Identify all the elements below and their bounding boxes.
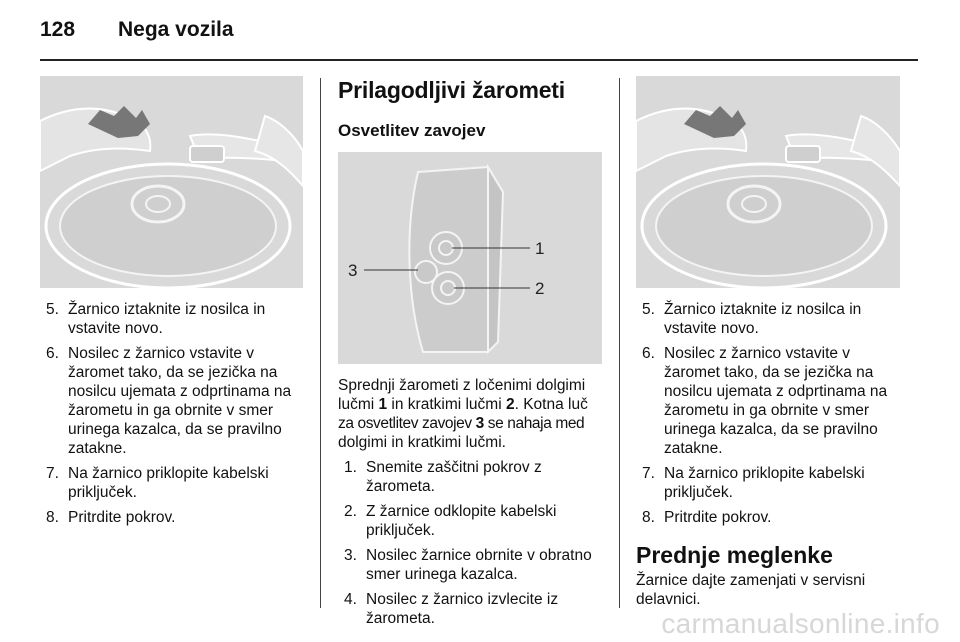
bulb-holder-illustration [636, 76, 900, 288]
headlamp-description: Sprednji žarometi z ločenimi dolgimi lučmi 1 in kratkimi lučmi 2. Kotna luč za osvetlitev zavojev 3 se nahaja med dolgimi in kratkimi lučmi. [338, 377, 588, 451]
list-item: 5. Žarnico iztaknite iz nosilca in vstavite novo. [642, 301, 862, 337]
fog-lamps-heading: Prednje meglenke [636, 542, 833, 568]
subsection-heading: Osvetlitev zavojev [338, 121, 486, 140]
page-number: 128 [40, 18, 76, 41]
bulb-holder-drawing [636, 76, 900, 288]
left-column [40, 76, 303, 533]
list-item: 3. Nosilec žarnice obrnite v obratno smer urinega kazalca. [344, 547, 592, 583]
list-item: 8. Pritrdite pokrov. [46, 509, 176, 526]
column-divider-1 [320, 78, 321, 608]
list-item: 8. Pritrdite pokrov. [642, 509, 772, 526]
left-steps-list [40, 300, 303, 527]
column-divider-2 [619, 78, 620, 608]
list-item: 4. Nosilec z žarnico izvlecite iz žarometa. [344, 591, 559, 627]
list-item: 6. Nosilec z žarnico vstavite v žaromet tako, da se jezička na nosilcu ujemata z odprtinama na žarometu in ga obrnite v smer urinega kazalca, da se pravilno zatakne. [642, 345, 888, 457]
headlamp-drawing [338, 152, 602, 364]
bulb-holder-illustration [40, 76, 303, 288]
right-steps-list [636, 300, 900, 527]
middle-steps-list [338, 458, 602, 628]
bulb-holder-drawing [40, 76, 303, 288]
page-header [40, 18, 234, 46]
header-rule [40, 59, 918, 61]
list-item: 5. Žarnico iztaknite iz nosilca in vstavite novo. [46, 301, 266, 337]
list-item: 7. Na žarnico priklopite kabelski priključek. [46, 465, 269, 501]
middle-column [338, 76, 602, 634]
list-item: 1. Snemite zaščitni pokrov z žarometa. [344, 459, 542, 495]
right-column [636, 76, 900, 609]
fog-lamps-text: Žarnice dajte zamenjati v servisni delavnici. [636, 572, 866, 608]
list-item: 6. Nosilec z žarnico vstavite v žaromet tako, da se jezička na nosilcu ujemata z odprtinama na žarometu in ga obrnite v smer urinega kazalca, da se pravilno zatakne. [46, 345, 292, 457]
callout-2: 2 [535, 279, 545, 298]
page-title: Nega vozila [118, 18, 234, 41]
list-item: 2. Z žarnice odklopite kabelski priključek. [344, 503, 557, 539]
callout-1: 1 [535, 239, 545, 258]
callout-3: 3 [348, 261, 358, 280]
watermark: carmanualsonline.info [661, 608, 940, 639]
section-heading: Prilagodljivi žarometi [338, 77, 565, 103]
headlamp-illustration [338, 152, 602, 364]
list-item: 7. Na žarnico priklopite kabelski priključek. [642, 465, 865, 501]
